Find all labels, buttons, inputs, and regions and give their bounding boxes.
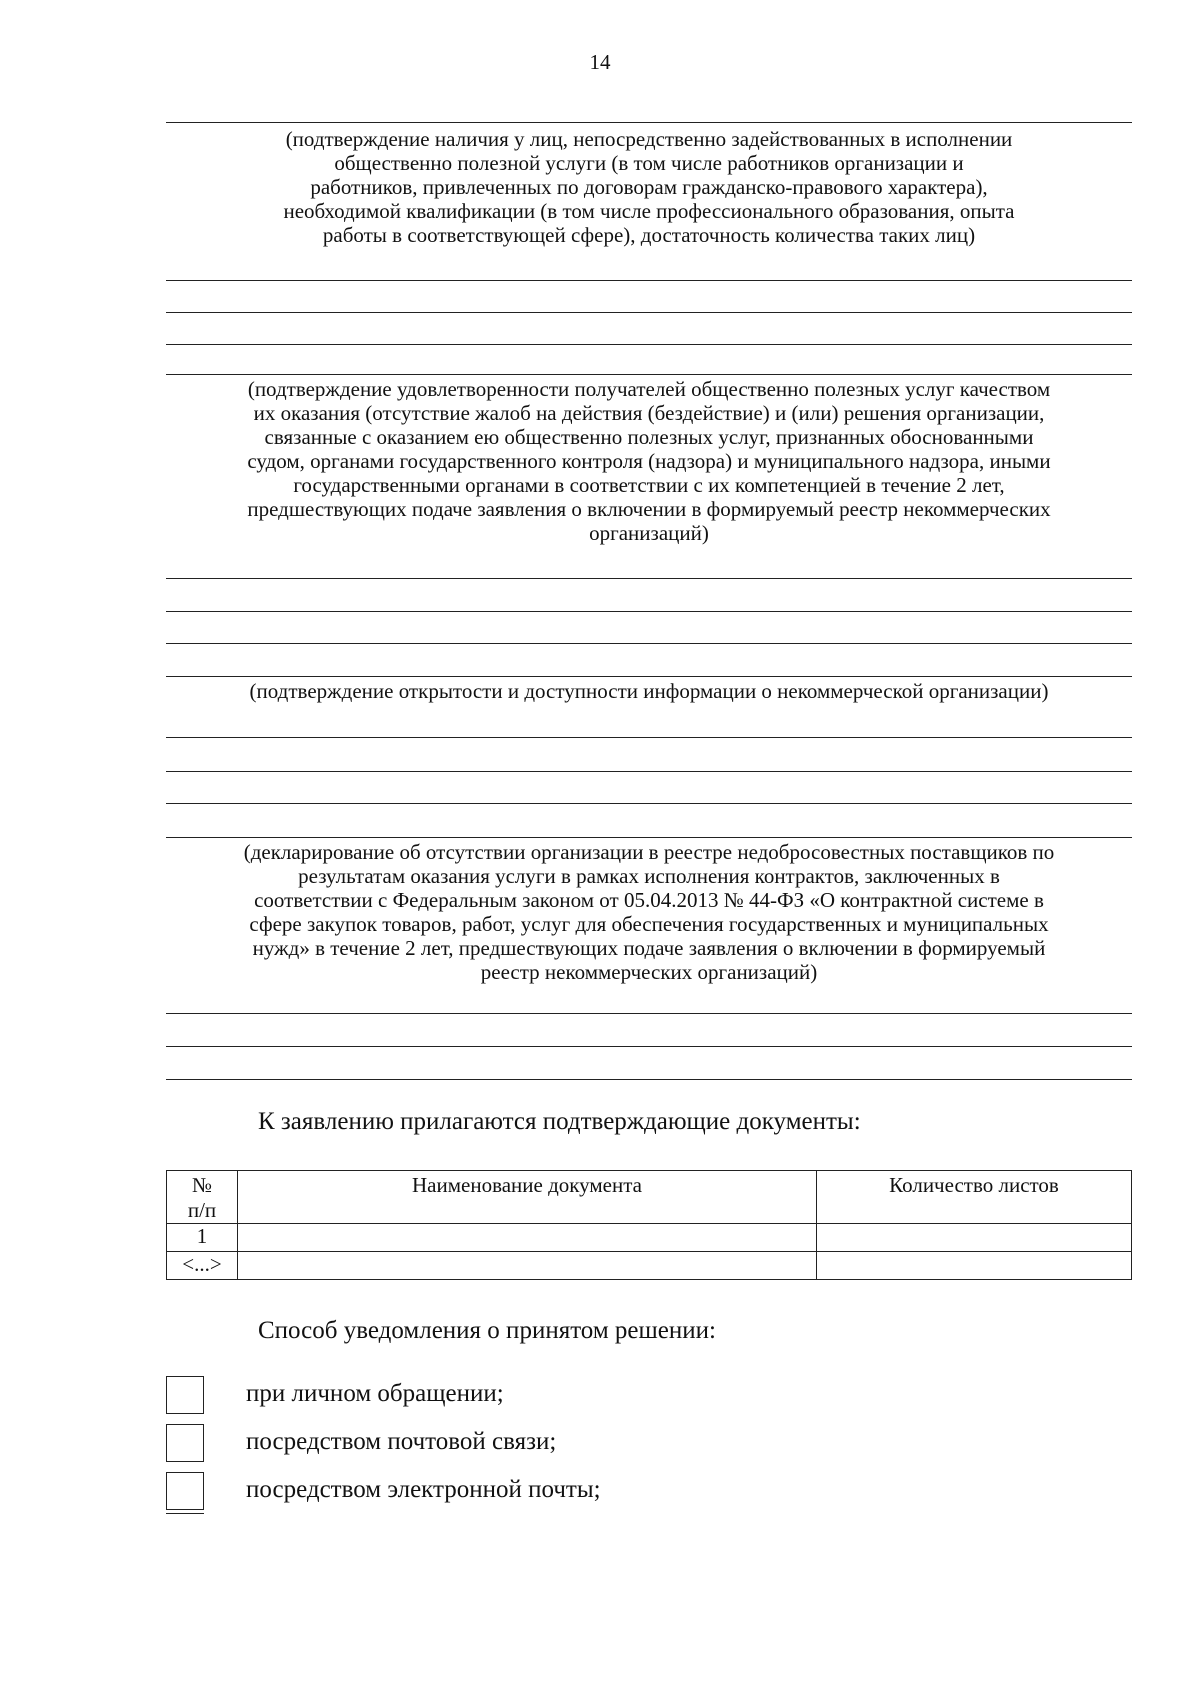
checkbox-in-person[interactable]: [166, 1376, 204, 1414]
option-label: посредством почтовой связи;: [246, 1428, 557, 1455]
page-number: 14: [589, 50, 611, 74]
fill-line[interactable]: [166, 1013, 1132, 1014]
satisfaction-caption: (подтверждение удовлетворенности получателей общественно полезных услуг качеством их оказания (отсутствие жалоб на действия (бездействие) и (или) решения организации, связанные с оказанием ею общественно полезных услуг, признанных обоснованными судом, органами государственного контроля (надзора) и муниципального надзора, иными государственными органами в соответствии с их компетенцией в течение 2 лет, предшествующих подаче заявления о включении в формируемый реестр некоммерческих организаций): [247, 377, 1051, 545]
form-line: [166, 837, 1132, 838]
table-row: [167, 1252, 1132, 1280]
documents-heading: К заявлению прилагаются подтверждающие документы:: [258, 1108, 861, 1135]
fill-line[interactable]: [166, 771, 1132, 772]
table-header-row: [167, 1171, 1132, 1224]
registry-caption: (декларирование об отсутствии организации в реестре недобросовестных поставщиков по результатам оказания услуги в рамках исполнения контрактов, заключенных в соответствии с Федеральным законом от 05.04.2013 № 44-ФЗ «О контрактной системе в сфере закупок товаров, работ, услуг для обеспечения государственных и муниципальных нужд» в течение 2 лет, предшествующих подаче заявления о включении в формируемый реестр некоммерческих организаций): [243, 840, 1055, 984]
fill-line[interactable]: [166, 737, 1132, 738]
documents-table: [166, 1170, 1132, 1280]
form-line: [166, 374, 1132, 375]
column-document-name: Наименование документа: [238, 1171, 817, 1224]
form-line: [166, 676, 1132, 677]
sheet-count-cell[interactable]: [817, 1224, 1132, 1252]
column-sheet-count: Количество листов: [817, 1171, 1132, 1224]
fill-line[interactable]: [166, 578, 1132, 579]
document-name-cell[interactable]: [238, 1252, 817, 1280]
fill-line[interactable]: [166, 280, 1132, 281]
option-label: посредством электронной почты;: [246, 1476, 601, 1503]
fill-line[interactable]: [166, 643, 1132, 644]
table-row: [167, 1224, 1132, 1252]
fill-line[interactable]: [166, 1046, 1132, 1047]
option-label: при личном обращении;: [246, 1380, 504, 1407]
notification-heading: Способ уведомления о принятом решении:: [258, 1317, 716, 1344]
fill-line[interactable]: [166, 344, 1132, 345]
openness-caption: (подтверждение открытости и доступности информации о некоммерческой организации): [249, 679, 1049, 703]
row-number: 1: [167, 1224, 238, 1252]
sheet-count-cell[interactable]: [817, 1252, 1132, 1280]
box-underline: [166, 1513, 204, 1514]
form-line: [166, 122, 1132, 123]
row-number: <...>: [167, 1252, 238, 1280]
fill-line[interactable]: [166, 1079, 1132, 1080]
column-number-label: № п/п: [187, 1173, 217, 1222]
fill-line[interactable]: [166, 312, 1132, 313]
column-number: [167, 1171, 238, 1224]
fill-line[interactable]: [166, 611, 1132, 612]
document-name-cell[interactable]: [238, 1224, 817, 1252]
checkbox-postal[interactable]: [166, 1424, 204, 1462]
fill-line[interactable]: [166, 803, 1132, 804]
qualification-caption: (подтверждение наличия у лиц, непосредственно задействованных в исполнении общественно полезной услуги (в том числе работников организации и работников, привлеченных по договорам гражданско-правового характера), необходимой квалификации (в том числе профессионального образования, опыта работы в соответствующей сфере), достаточность количества таких лиц): [283, 127, 1015, 247]
checkbox-email[interactable]: [166, 1472, 204, 1510]
